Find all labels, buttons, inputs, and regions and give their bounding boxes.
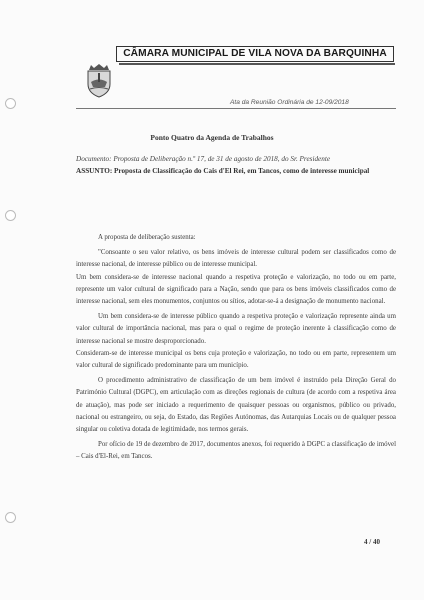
- subject-text: Proposta de Classificação do Cais d'El Rei, em Tancos, como de interesse municipal: [114, 167, 370, 175]
- punch-hole: [5, 512, 16, 523]
- document-reference: Documento: Proposta de Deliberação n.º 17, de 31 de agosto de 2018, do Sr. Presidente: [76, 155, 331, 163]
- body-paragraph: Um bem considera-se de interesse público quando a respetiva proteção e valorização represente ainda um valor cultural de importância nacional, mas para o qual o regime de proteção inerente à classificação como de interesse nacional se mostre desproporcionado.: [76, 313, 396, 345]
- page-number: 4 / 40: [364, 538, 380, 546]
- council-header: CÂMARA MUNICIPAL DE VILA NOVA DA BARQUINHA: [116, 46, 394, 62]
- minutes-reference: Ata da Reunião Ordinária de 12-09/2018: [230, 99, 349, 106]
- subject-block: [76, 165, 396, 177]
- agenda-item-title: Ponto Quatro da Agenda de Trabalhos: [150, 133, 274, 142]
- body-paragraph: Por ofício de 19 de dezembro de 2017, documentos anexos, foi requerido à DGPC a classificação de imóvel – Cais d'El-Rei, em Tancos.: [76, 441, 396, 461]
- header-underline: [119, 63, 395, 65]
- municipal-crest-icon: [84, 64, 114, 98]
- deliberation-body: [76, 232, 396, 464]
- body-paragraph: Um bem considera-se de interesse nacional quando a respetiva proteção e valorização, no todo ou em parte, represente um valor cultural de significado para a Nação, sendo que para os bens imóveis classificados como de interesse nacional, sem eles monumentos, conjuntos ou sítios, adotar-se-á a designação de monumento nacional.: [76, 273, 396, 306]
- punch-hole: [5, 210, 16, 221]
- body-intro: A proposta de deliberação sustenta:: [98, 234, 196, 241]
- body-paragraph: "Consoante o seu valor relativo, os bens imóveis de interesse cultural podem ser classificados como de interesse nacional, de interesse público ou de interesse municipal.: [76, 249, 396, 269]
- body-paragraph: Consideram-se de interesse municipal os bens cuja proteção e valorização, no todo ou em parte, representem um valor cultural de significado predominante para um município.: [76, 349, 396, 370]
- punch-hole: [5, 98, 16, 109]
- body-paragraph: O procedimento administrativo de classificação de um bem imóvel é instruído pela Direção Geral do Património Cultural (DGPC), em articulação com as direções regionais de cultura (de acordo com a respetiva área de atuação), mas pode ser iniciado a requerimento de quaisquer pessoas ou organismos, público ou privado, nacional ou estrangeiro, ou seja, do Estado, das Regiões Autónomas, das Autarquias Locais ou de qualquer pessoa singular ou coletiva dotada de legitimidade, nos termos gerais.: [76, 377, 396, 434]
- subject-label: ASSUNTO:: [76, 167, 113, 175]
- header-divider: [76, 108, 396, 109]
